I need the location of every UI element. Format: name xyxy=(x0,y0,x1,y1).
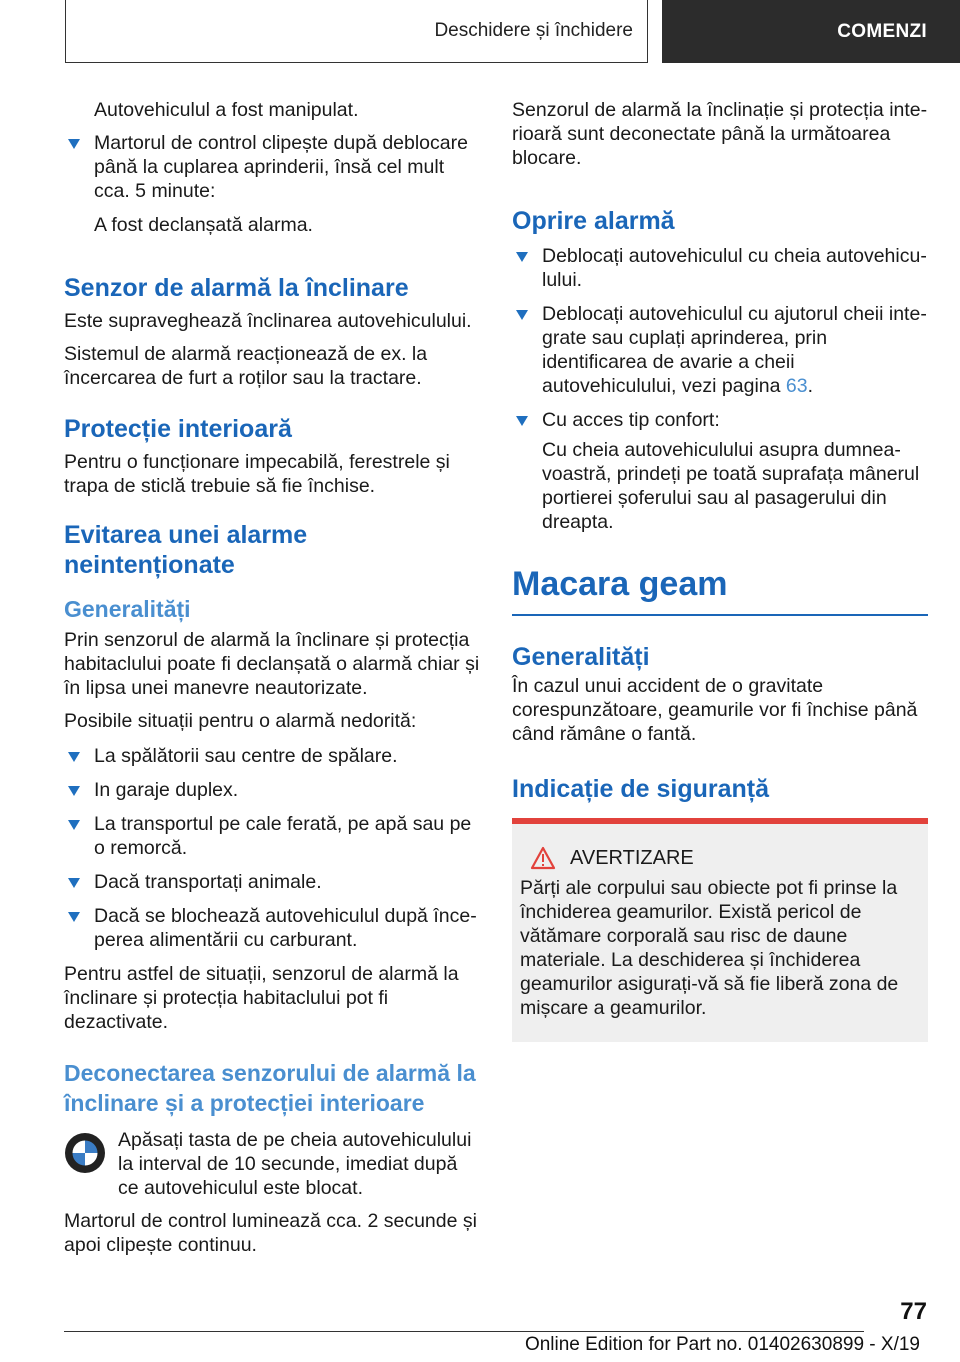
paragraph: Cu cheia autovehiculului asupra dumneavoastră, prindeți pe toată suprafața mânerul portierei șoferului sau al pasagerului din dreapta. xyxy=(542,439,920,533)
list-item xyxy=(64,812,480,860)
list-item xyxy=(64,744,480,768)
list-item-text: Deblocați autovehiculul cu ajutorul cheii integrate sau cuplați aprinderea, prin identificarea de avarie a cheii autovehiculului, vezi pagina xyxy=(542,303,927,397)
header-section-title: Deschidere și închidere xyxy=(65,0,648,63)
paragraph: Prin senzorul de alarmă la înclinare și protecția habitaclului poate fi declanșată o alarmă chiar și în lipsa unei manevre neautorizate. xyxy=(64,629,480,699)
paragraph: Sistemul de alarmă reacționează de ex. la încercarea de furt a roților sau la tractare. xyxy=(64,343,428,389)
right-column xyxy=(512,98,928,1042)
subheading-generalitati: Generalități xyxy=(64,596,191,622)
list-item-text: Cu acces tip confort: xyxy=(542,409,720,431)
list-item xyxy=(512,302,928,398)
footer-divider xyxy=(64,1331,864,1332)
subheading-generalitati: Generalități xyxy=(512,643,650,671)
list-item xyxy=(64,870,480,894)
list-item-text: La spălătorii sau centre de spălare. xyxy=(94,745,398,767)
warning-box xyxy=(512,818,928,1042)
list-item-text: In garaje duplex. xyxy=(94,779,239,801)
triangle-bullet-icon xyxy=(68,820,80,830)
list-item-text: Deblocați autovehiculul cu cheia autovehiculului. xyxy=(542,245,927,291)
triangle-bullet-icon xyxy=(68,786,80,796)
paragraph: Senzorul de alarmă la înclinație și protecția interioară sunt deconectate până la următoarea blocare. xyxy=(512,99,928,169)
list-item xyxy=(64,778,480,802)
heading-macara: Macara geam xyxy=(512,564,928,616)
list-item-text: Martorul de control clipește după deblocare până la cuplarea aprinderii, însă cel mult cca. 5 minute: xyxy=(94,132,468,202)
triangle-bullet-icon xyxy=(68,912,80,922)
paragraph: A fost declanșată alarma. xyxy=(94,214,313,236)
heading-senzor: Senzor de alarmă la înclinare xyxy=(64,274,409,302)
subheading-deconectarea: Deconectarea senzorului de alarmă la înclinare și a protecției interioare xyxy=(64,1060,476,1116)
list-item xyxy=(512,244,928,292)
heading-evitarea: Evitarea unei alarme neintenționate xyxy=(64,521,308,579)
paragraph: Este supraveghează înclinarea autovehiculului. xyxy=(64,310,472,332)
triangle-bullet-icon xyxy=(516,310,528,320)
list-item xyxy=(512,408,928,432)
footer-edition: Online Edition for Part no. 01402630899 - X/19 xyxy=(524,1334,920,1355)
triangle-bullet-icon xyxy=(68,752,80,762)
list-item-text: Dacă transportați animale. xyxy=(94,871,322,893)
paragraph: Pentru astfel de situații, senzorul de alarmă la înclinare și protecția habitaclului pot fi dezactivate. xyxy=(64,963,459,1033)
paragraph: În cazul unui accident de o gravitate corespunzătoare, geamurile vor fi închise până când rămâne o fantă. xyxy=(512,675,918,745)
triangle-bullet-icon xyxy=(516,252,528,262)
triangle-bullet-icon xyxy=(516,416,528,426)
list-item xyxy=(64,131,480,203)
left-column xyxy=(64,98,480,1257)
list-item-text: La transportul pe cale ferată, pe apă sau pe o remorcă. xyxy=(94,813,472,859)
page-link[interactable]: 63 xyxy=(785,375,808,397)
warning-text: Părți ale corpului sau obiecte pot fi prinse la închiderea geamurilor. Există pericol de vătămare corporală sau risc de daune materiale. La deschiderea și închiderea geamurilor asigurați-vă să fie liberă zona de mișcare a geamurilor. xyxy=(520,877,899,1019)
bmw-key-button-icon xyxy=(64,1132,106,1174)
triangle-bullet-icon xyxy=(68,878,80,888)
heading-indicatie: Indicație de siguranță xyxy=(512,775,770,803)
triangle-bullet-icon xyxy=(68,139,80,149)
paragraph: Pentru o funcționare impecabilă, ferestrele și trapa de sticlă trebuie să fie închise. xyxy=(64,451,450,497)
paragraph: Posibile situații pentru o alarmă nedorită: xyxy=(64,710,417,732)
list-item-text: Dacă se blochează autovehiculul după începerea alimentării cu carburant. xyxy=(94,905,477,951)
heading-oprire: Oprire alarmă xyxy=(512,207,675,235)
header-chapter-tab: COMENZI xyxy=(662,0,960,63)
list-item-text: . xyxy=(807,375,814,397)
paragraph: Martorul de control luminează cca. 2 secunde și apoi clipește continuu. xyxy=(64,1210,477,1256)
paragraph: Apăsați tasta de pe cheia autovehiculului la interval de 10 secunde, imediat după ce autovehiculul este blocat. xyxy=(118,1129,472,1199)
list-item xyxy=(64,904,480,952)
page-number: 77 xyxy=(900,1298,927,1325)
warning-triangle-icon xyxy=(530,846,556,870)
warning-title: AVERTIZARE xyxy=(570,847,694,869)
paragraph: Autovehiculul a fost manipulat. xyxy=(94,99,359,121)
heading-protectie: Protecție interioară xyxy=(64,415,292,443)
